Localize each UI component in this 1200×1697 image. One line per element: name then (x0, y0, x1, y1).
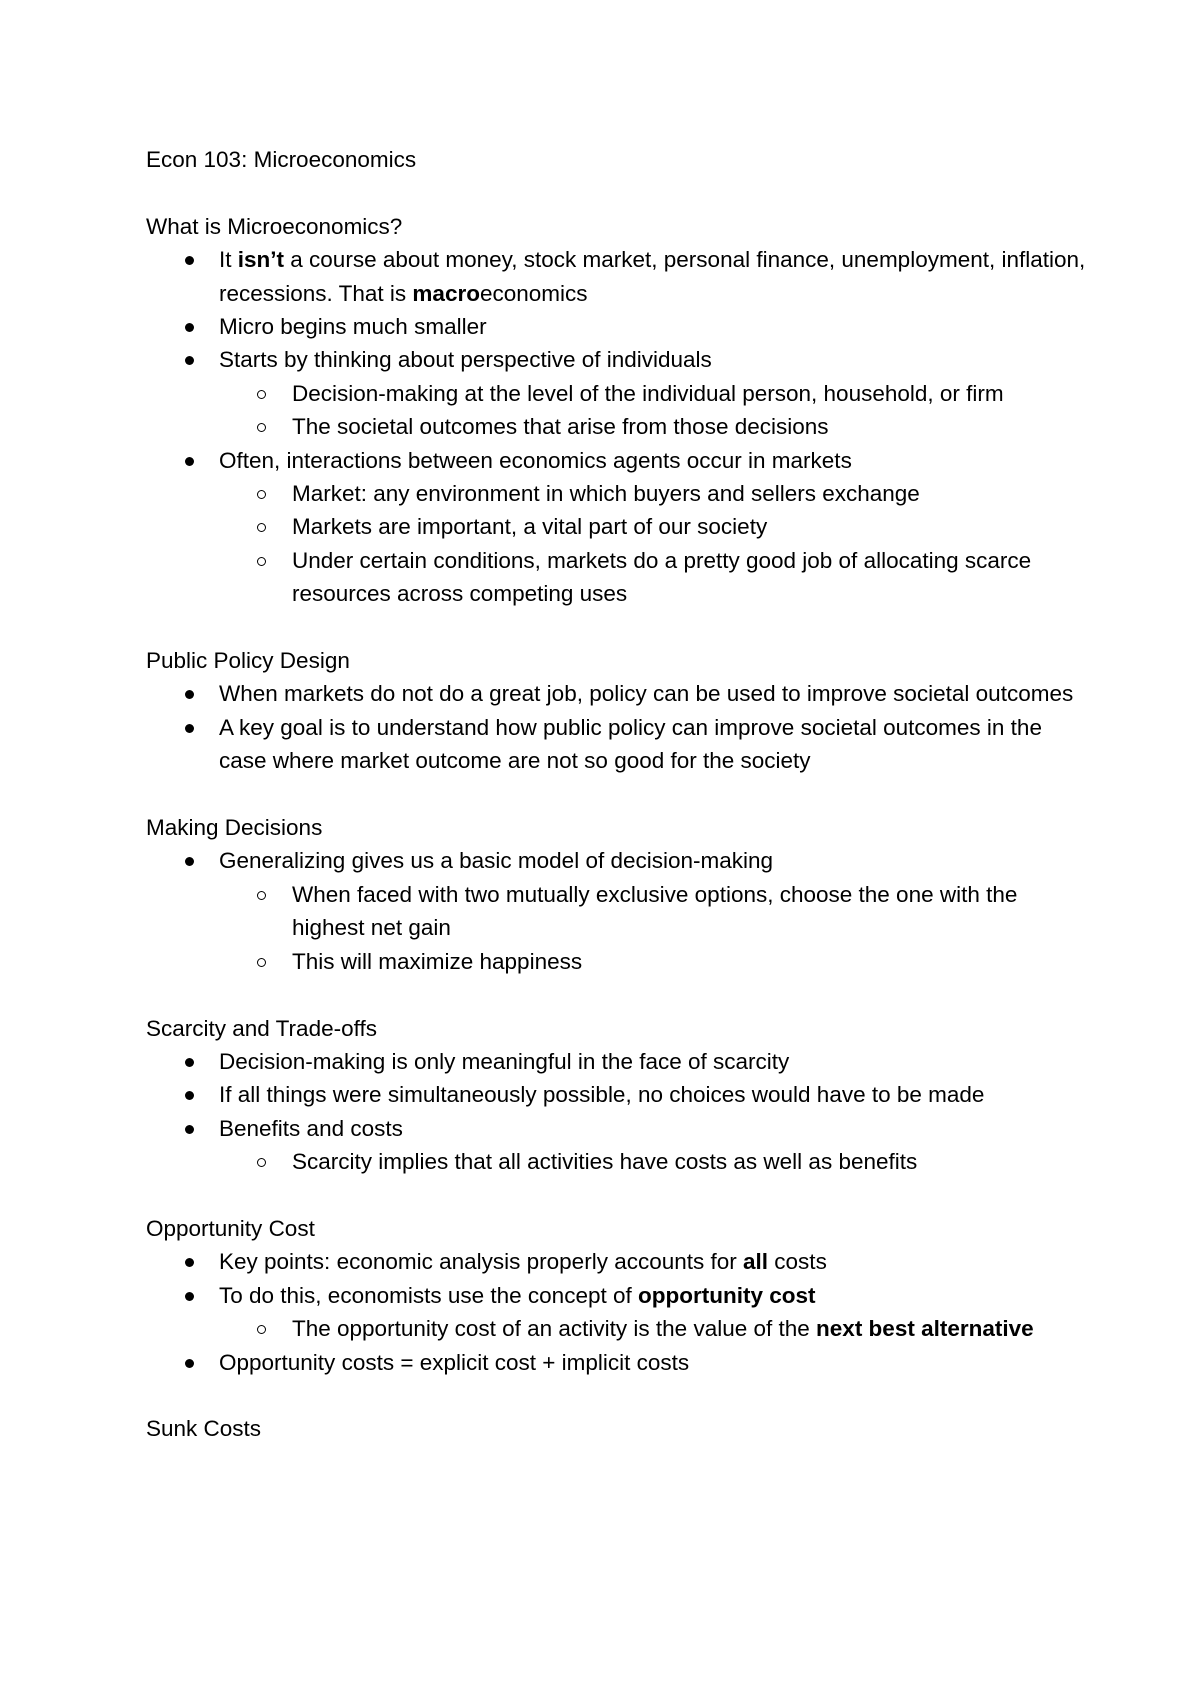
bullet-text (292, 882, 1017, 940)
bullet-circle-icon (257, 490, 266, 499)
bullet-text (219, 314, 487, 339)
bullet-dot-icon (185, 457, 194, 466)
sub-bullet-item (146, 510, 1086, 543)
bullet-circle-icon (257, 390, 266, 399)
bullet-circle-icon (257, 958, 266, 967)
sub-bullet-list (146, 1312, 1086, 1345)
bullet-text (219, 1082, 984, 1107)
bullet-list (146, 1045, 1086, 1179)
text-run: If all things were simultaneously possible, no choices would have to be made (219, 1082, 985, 1108)
bullet-text (219, 1249, 827, 1274)
bold-text: isn’t (237, 247, 285, 273)
bullet-circle-icon (257, 1158, 266, 1167)
bullet-text (219, 247, 1085, 305)
text-run: Micro begins much smaller (219, 314, 487, 340)
text-run: a course about money, stock market, personal finance, unemployment, inflation, recessions. That is (219, 247, 1086, 306)
bullet-text (292, 1316, 1034, 1341)
bullet-item (146, 1346, 1086, 1379)
bullet-item (146, 310, 1086, 343)
text-run: Opportunity costs = explicit cost + implicit costs (219, 1349, 690, 1375)
text-run: Starts by thinking about perspective of individuals (219, 347, 712, 373)
bullet-dot-icon (185, 323, 194, 332)
section-heading: Scarcity and Trade-offs (146, 1015, 377, 1041)
bullet-dot-icon (185, 356, 194, 365)
bullet-dot-icon (185, 1125, 194, 1134)
document-title: Econ 103: Microeconomics (146, 147, 417, 172)
sub-bullet-list (146, 1145, 1086, 1178)
bullet-text (292, 949, 582, 974)
bullet-dot-icon (185, 1292, 194, 1301)
bullet-item (146, 444, 1086, 477)
section (146, 811, 1086, 978)
bullet-text (292, 548, 1031, 606)
section-heading: Making Decisions (146, 815, 323, 841)
section-heading: Opportunity Cost (146, 1215, 315, 1241)
bullet-list (146, 1245, 1086, 1379)
bullet-item (146, 677, 1086, 710)
text-run: It (219, 247, 238, 273)
bullet-circle-icon (257, 1325, 266, 1334)
bullet-item (146, 1078, 1086, 1111)
bullet-dot-icon (185, 1058, 194, 1067)
bold-text: opportunity cost (638, 1282, 816, 1308)
text-run: When markets do not do a great job, policy can be used to improve societal outcomes (219, 681, 1074, 707)
text-run: To do this, economists use the concept of (219, 1282, 638, 1308)
text-run: Benefits and costs (219, 1115, 403, 1141)
text-run: Decision-making is only meaningful in the face of scarcity (219, 1048, 790, 1074)
text-run: Under certain conditions, markets do a pretty good job of allocating scarce resources across competing uses (292, 547, 1032, 607)
bullet-item (146, 243, 1086, 310)
bullet-item (146, 1245, 1086, 1278)
bullet-item (146, 343, 1086, 376)
sub-bullet-item (146, 1312, 1086, 1345)
text-run: Often, interactions between economics agents occur in markets (219, 447, 852, 473)
section (146, 1212, 1086, 1379)
bullet-text (219, 681, 1073, 706)
bullet-dot-icon (185, 857, 194, 866)
section (146, 210, 1086, 611)
bullet-list (146, 677, 1086, 777)
sub-bullet-item (146, 945, 1086, 978)
text-run: Generalizing gives us a basic model of decision-making (219, 848, 774, 874)
sub-bullet-item (146, 410, 1086, 443)
bullet-text (292, 414, 829, 439)
bullet-dot-icon (185, 1091, 194, 1100)
bullet-dot-icon (185, 256, 194, 265)
bullet-circle-icon (257, 557, 266, 566)
bullet-text (292, 1149, 917, 1174)
sub-bullet-item (146, 878, 1086, 945)
sub-bullet-item (146, 544, 1086, 611)
document-page (146, 143, 1086, 1446)
sub-bullet-list (146, 878, 1086, 978)
text-run: The opportunity cost of an activity is the value of the (292, 1316, 817, 1342)
bold-text: next best alternative (816, 1316, 1034, 1342)
bullet-text (292, 514, 767, 539)
bullet-text (219, 1116, 403, 1141)
text-run: Scarcity implies that all activities have costs as well as benefits (292, 1149, 918, 1175)
section-heading: Sunk Costs (146, 1416, 262, 1442)
bullet-item (146, 1045, 1086, 1078)
bullet-dot-icon (185, 1359, 194, 1368)
bullet-list (146, 243, 1086, 610)
text-run: A key goal is to understand how public policy can improve societal outcomes in the case where market outcome are not so good for the society (219, 714, 1042, 774)
bullet-item (146, 1112, 1086, 1145)
section (146, 1412, 1086, 1445)
text-run: Market: any environment in which buyers and sellers exchange (292, 481, 920, 507)
bullet-circle-icon (257, 423, 266, 432)
bullet-list (146, 844, 1086, 978)
bullet-dot-icon (185, 724, 194, 733)
text-run: This will maximize happiness (292, 948, 583, 974)
bullet-text (219, 715, 1042, 773)
bold-text: macro (412, 280, 480, 306)
bullet-item (146, 711, 1086, 778)
bullet-text (219, 448, 852, 473)
document-body (146, 210, 1086, 1446)
text-run: Markets are important, a vital part of our society (292, 514, 768, 540)
sub-bullet-item (146, 377, 1086, 410)
bullet-text (219, 1283, 815, 1308)
text-run: Decision-making at the level of the individual person, household, or firm (292, 380, 1004, 406)
section-heading: Public Policy Design (146, 648, 350, 674)
bullet-text (219, 347, 712, 372)
bullet-text (292, 481, 920, 506)
section (146, 1012, 1086, 1179)
bullet-text (219, 1049, 789, 1074)
bullet-circle-icon (257, 523, 266, 532)
bold-text: all (743, 1249, 769, 1275)
text-run: costs (768, 1249, 827, 1275)
bullet-text (292, 381, 1004, 406)
text-run: economics (479, 280, 588, 306)
sub-bullet-item (146, 477, 1086, 510)
sub-bullet-list (146, 377, 1086, 444)
bullet-text (219, 1350, 689, 1375)
bullet-dot-icon (185, 690, 194, 699)
bullet-dot-icon (185, 1258, 194, 1267)
section (146, 644, 1086, 778)
sub-bullet-list (146, 477, 1086, 611)
sub-bullet-item (146, 1145, 1086, 1178)
bullet-text (219, 848, 773, 873)
text-run: The societal outcomes that arise from those decisions (292, 414, 829, 440)
text-run: When faced with two mutually exclusive options, choose the one with the highest net gain (292, 881, 1018, 941)
bullet-item (146, 1279, 1086, 1312)
section-heading: What is Microeconomics? (146, 213, 403, 239)
bullet-circle-icon (257, 891, 266, 900)
bullet-item (146, 844, 1086, 877)
text-run: Key points: economic analysis properly accounts for (219, 1249, 744, 1275)
